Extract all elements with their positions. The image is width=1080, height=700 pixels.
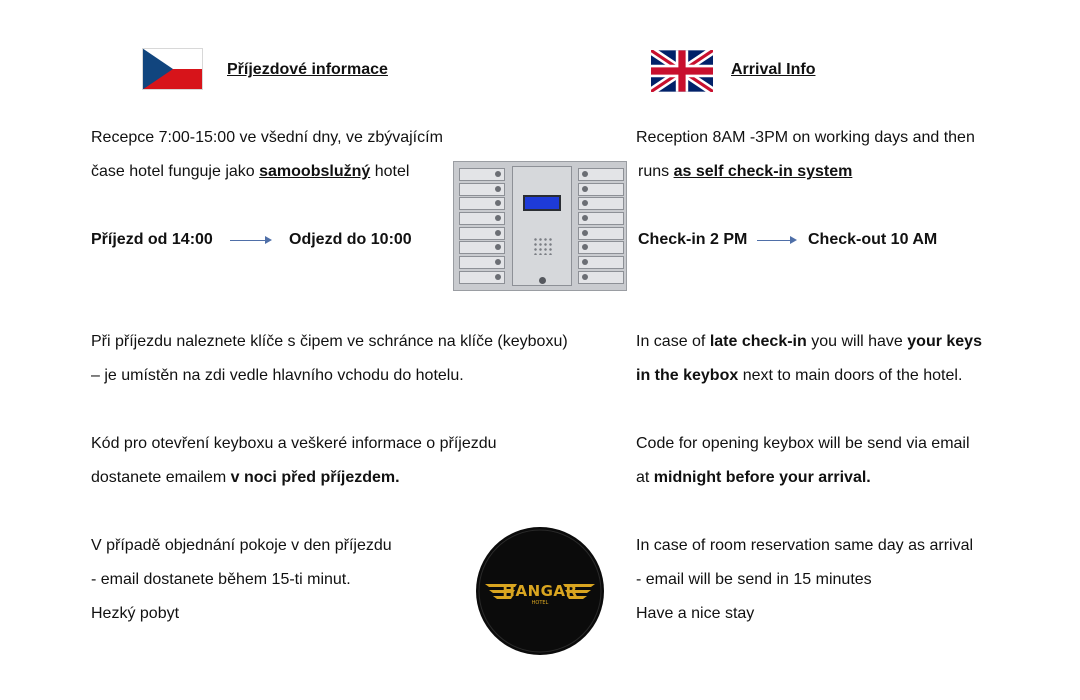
czech-reception-line2: čase hotel funguje jako samoobslužný hotel	[91, 163, 410, 180]
hangar-hotel-logo	[475, 526, 605, 656]
uk-flag-icon	[651, 50, 713, 92]
keybox-control-panel	[512, 166, 572, 286]
english-checkin-time: Check-in 2 PM	[638, 231, 748, 248]
english-heading: Arrival Info	[731, 61, 816, 78]
english-sameday-line2: - email will be send in 15 minutes	[636, 571, 872, 588]
english-late-line1: In case of late check-in you will have your keys	[636, 333, 982, 350]
czech-sameday-line1: V případě objednání pokoje v den příjezdu	[91, 537, 392, 554]
czech-heading: Příjezdové informace	[227, 61, 388, 78]
svg-text:HOTEL: HOTEL	[531, 600, 549, 606]
english-farewell: Have a nice stay	[636, 605, 755, 622]
czech-code-line2: dostanete emailem v noci před příjezdem.	[91, 469, 400, 486]
arrow-icon	[757, 240, 795, 241]
lock-icon	[539, 277, 546, 284]
czech-departure-time: Odjezd do 10:00	[289, 231, 412, 248]
czech-arrival-time: Příjezd od 14:00	[91, 231, 213, 248]
english-code-line2: at midnight before your arrival.	[636, 469, 871, 486]
keybox-display-icon	[523, 195, 561, 211]
czech-keys-line1: Při příjezdu naleznete klíče s čipem ve schránce na klíče (keyboxu)	[91, 333, 568, 350]
english-late-line2: in the keybox next to main doors of the hotel.	[636, 367, 963, 384]
keybox-image	[453, 161, 627, 291]
arrow-icon	[230, 240, 270, 241]
svg-text:HANGAR: HANGAR	[502, 582, 578, 600]
english-reception-line1: Reception 8AM -3PM on working days and then	[636, 129, 975, 146]
english-sameday-line1: In case of room reservation same day as arrival	[636, 537, 974, 554]
english-code-line1: Code for opening keybox will be send via email	[636, 435, 970, 452]
czech-sameday-line2: - email dostanete během 15-ti minut.	[91, 571, 351, 588]
czech-keys-line2: – je umístěn na zdi vedle hlavního vchodu do hotelu.	[91, 367, 464, 384]
czech-flag-icon	[142, 48, 203, 90]
czech-farewell: Hezký pobyt	[91, 605, 180, 622]
czech-code-line1: Kód pro otevření keyboxu a veškeré informace o příjezdu	[91, 435, 497, 452]
english-checkout-time: Check-out 10 AM	[808, 231, 938, 248]
english-reception-line2: runs as self check-in system	[638, 163, 853, 180]
keypad-icon	[533, 237, 553, 255]
czech-reception-line1: Recepce 7:00-15:00 ve všední dny, ve zbývajícím	[91, 129, 443, 146]
